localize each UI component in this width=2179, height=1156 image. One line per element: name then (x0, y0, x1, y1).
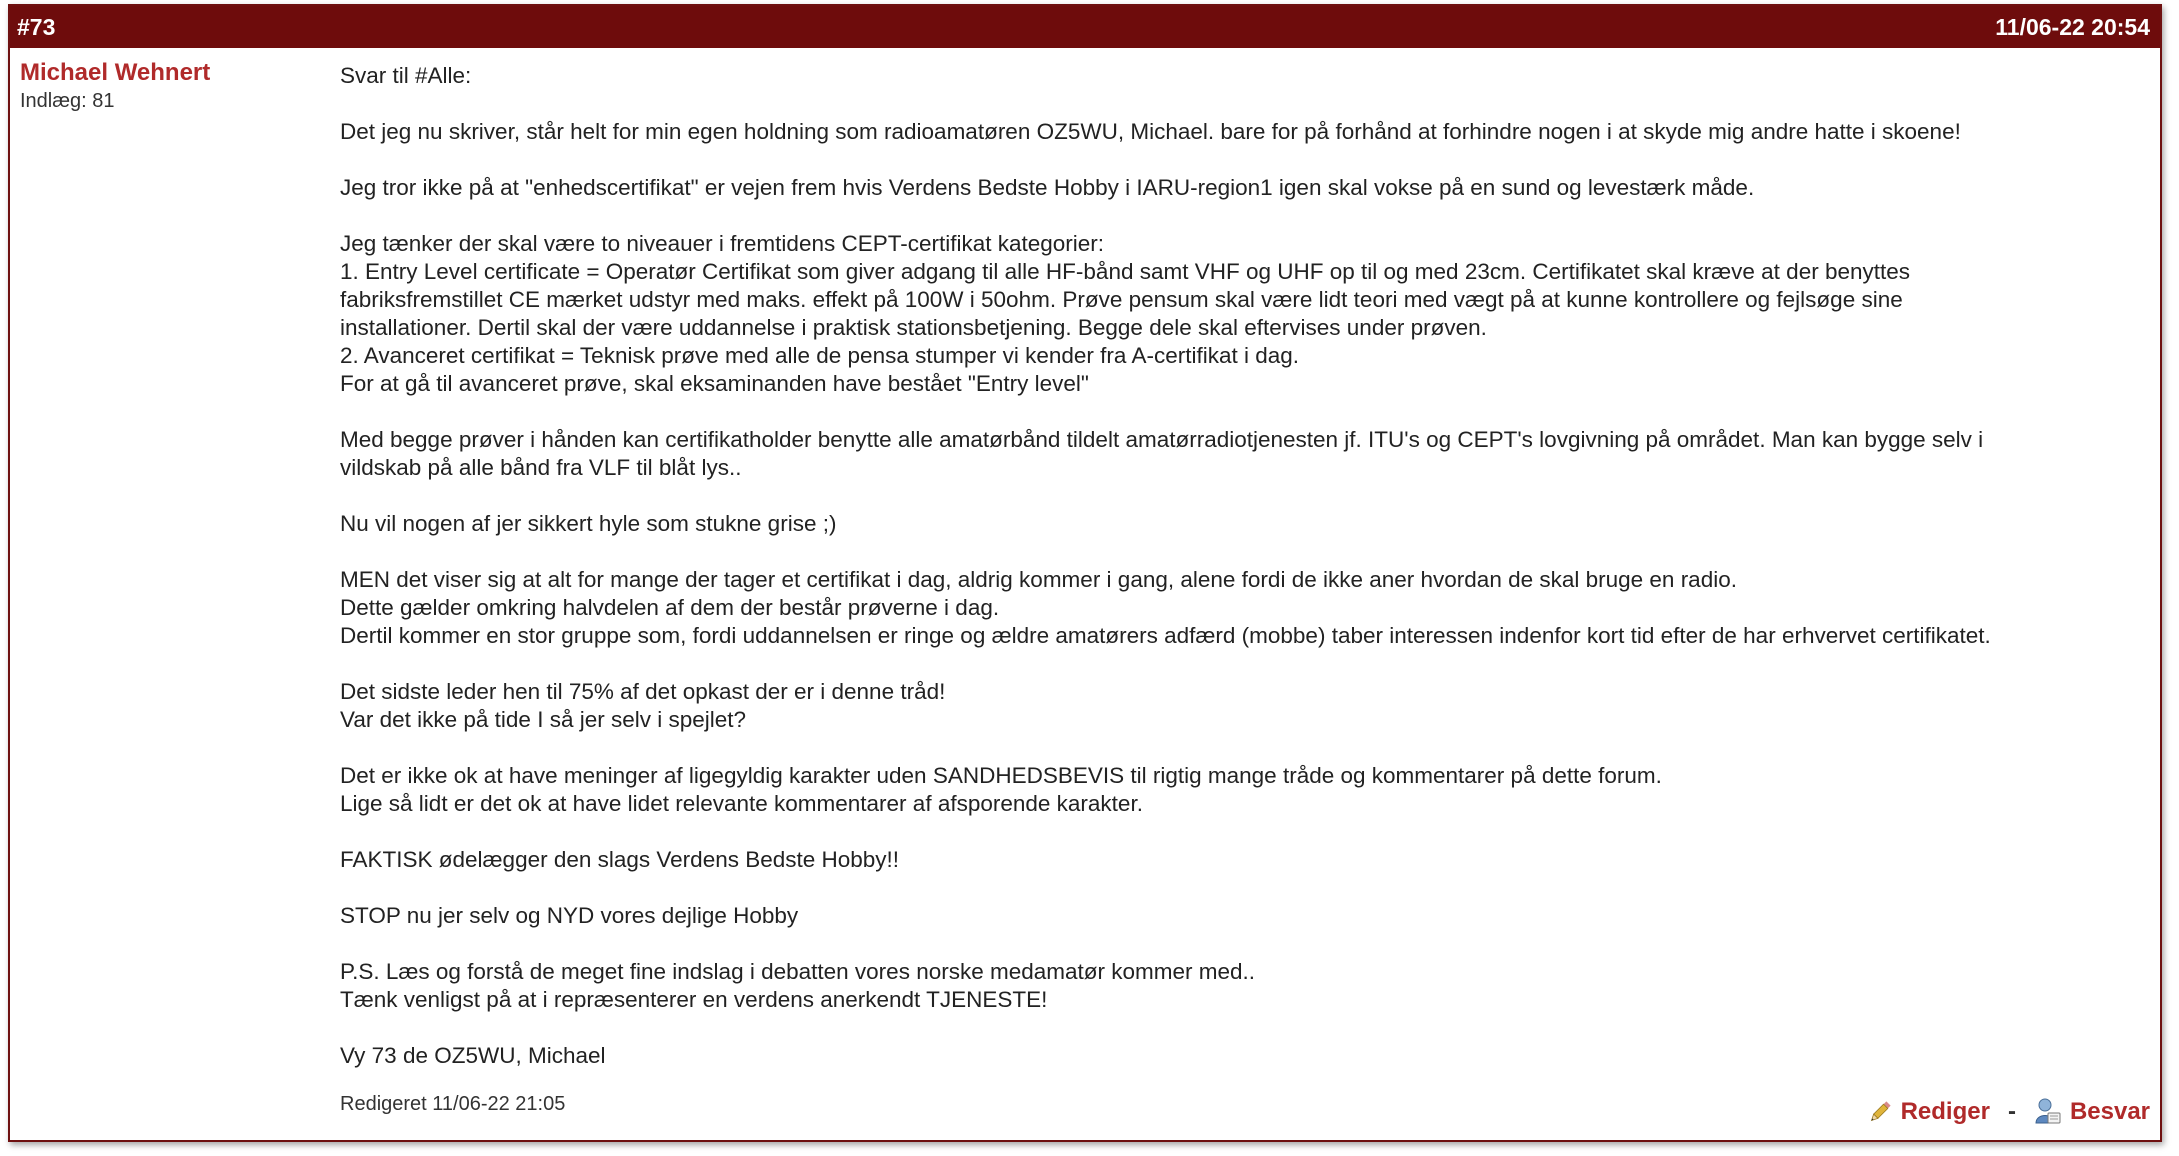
post-paragraph (340, 1042, 2130, 1070)
post-text-line: P.S. Læs og forstå de meget fine indslag i debatten vores norske medamatør kommer med.. (340, 959, 1256, 984)
post-paragraph (340, 902, 2130, 930)
post-text-line: Jeg tror ikke på at "enhedscertifikat" er vejen frem hvis Verdens Bedste Hobby i IARU-region1 igen skal vokse på en sund og levestærk måde. (340, 175, 1755, 200)
post-text-line: Tænk venligst på at i repræsenterer en verdens anerkendt TJENESTE! (340, 987, 1048, 1012)
post-paragraph (340, 426, 2130, 482)
post-text-line: Jeg tænker der skal være to niveauer i fremtidens CEPT-certifikat kategorier: (340, 231, 1105, 256)
post-paragraph (340, 566, 2130, 650)
post-text-line: FAKTISK ødelægger den slags Verdens Bedste Hobby!! (340, 847, 900, 872)
reply-user-icon (2034, 1097, 2062, 1127)
edit-label: Rediger (1900, 1098, 1990, 1125)
post-text-line: Det jeg nu skriver, står helt for min egen holdning som radioamatøren OZ5WU, Michael. bare for på forhånd at forhindre nogen i at skyde mig andre hatte i skoene! (340, 119, 1961, 144)
post-paragraph (340, 846, 2130, 874)
post-text-line: Nu vil nogen af jer sikkert hyle som stukne grise ;) (340, 511, 837, 536)
post-text-line: Det sidste leder hen til 75% af det opkast der er i denne tråd! (340, 679, 946, 704)
post-text-line: Lige så lidt er det ok at have lidet relevante kommentarer af afsporende karakter. (340, 791, 1143, 816)
post-paragraph (340, 62, 2130, 90)
post-body (340, 62, 2130, 1098)
post-text-line: Var det ikke på tide I så jer selv i spejlet? (340, 707, 747, 732)
post-paragraph (340, 958, 2130, 1014)
post-text-line: 1. Entry Level certificate = Operatør Certifikat som giver adgang til alle HF-bånd samt VHF og UHF op til og med 23cm. Certifikatet skal kræve at der benyttes (340, 259, 1911, 284)
post-paragraph (340, 118, 2130, 146)
post-paragraph (340, 230, 2130, 398)
post-number[interactable]: #73 (17, 14, 56, 40)
post-actions (1867, 1092, 2150, 1132)
post-paragraph (340, 510, 2130, 538)
post-text-line: MEN det viser sig at alt for mange der tager et certifikat i dag, aldrig kommer i gang, alene fordi de ikke aner hvordan de skal bruge en radio. (340, 567, 1737, 592)
reply-label: Besvar (2069, 1098, 2150, 1125)
post-text-line: 2. Avanceret certifikat = Teknisk prøve med alle de pensa stumper vi kender fra A-certifikat i dag. (340, 343, 1300, 368)
post-paragraph (340, 762, 2130, 818)
reply-button[interactable] (2034, 1097, 2150, 1127)
post-header (10, 6, 2160, 48)
post-paragraph (340, 678, 2130, 734)
pencil-icon (1867, 1099, 1893, 1125)
post-text-line: Det er ikke ok at have meninger af ligegyldig karakter uden SANDHEDSBEVIS til rigtig mange tråde og kommentarer på dette forum. (340, 763, 1662, 788)
post-text-line: Med begge prøver i hånden kan certifikatholder benytte alle amatørbånd tildelt amatørradiotjenesten jf. ITU's og CEPT's lovgivning på området. Man kan bygge selv i (340, 427, 1984, 452)
post-text-line: STOP nu jer selv og NYD vores dejlige Hobby (340, 903, 799, 928)
post-text-line: Vy 73 de OZ5WU, Michael (340, 1043, 606, 1068)
edit-button[interactable] (1867, 1098, 1990, 1126)
author-info (20, 58, 320, 114)
post-text-line: fabriksfremstillet CE mærket udstyr med maks. effekt på 100W i 50ohm. Prøve pensum skal være lidt teori med vægt på at kunne kontrollere og fejlsøge sine (340, 287, 1903, 312)
author-post-count: Indlæg: 81 (20, 90, 115, 112)
post-text-line: Dertil kommer en stor gruppe som, fordi uddannelsen er ringe og ældre amatørers adfærd (mobbe) taber interessen indenfor kort tid efter de har erhvervet certifikatet. (340, 623, 1991, 648)
post-text-line: For at gå til avanceret prøve, skal eksaminanden have bestået "Entry level" (340, 371, 1089, 396)
post-text-line: vildskab på alle bånd fra VLF til blåt lys.. (340, 455, 742, 480)
post-text-line: Svar til #Alle: (340, 63, 472, 88)
edited-note: Redigeret 11/06-22 21:05 (340, 1093, 566, 1115)
post-text-line: Dette gælder omkring halvdelen af dem der består prøverne i dag. (340, 595, 1000, 620)
action-separator: - (2007, 1098, 2016, 1125)
author-name[interactable]: Michael Wehnert (20, 59, 211, 86)
post-date: 11/06-22 20:54 (1995, 14, 2150, 40)
forum-post (8, 4, 2162, 1142)
post-text-line: installationer. Dertil skal der være uddannelse i praktisk stationsbetjening. Begge dele skal eftervises under prøven. (340, 315, 1487, 340)
post-paragraph (340, 174, 2130, 202)
